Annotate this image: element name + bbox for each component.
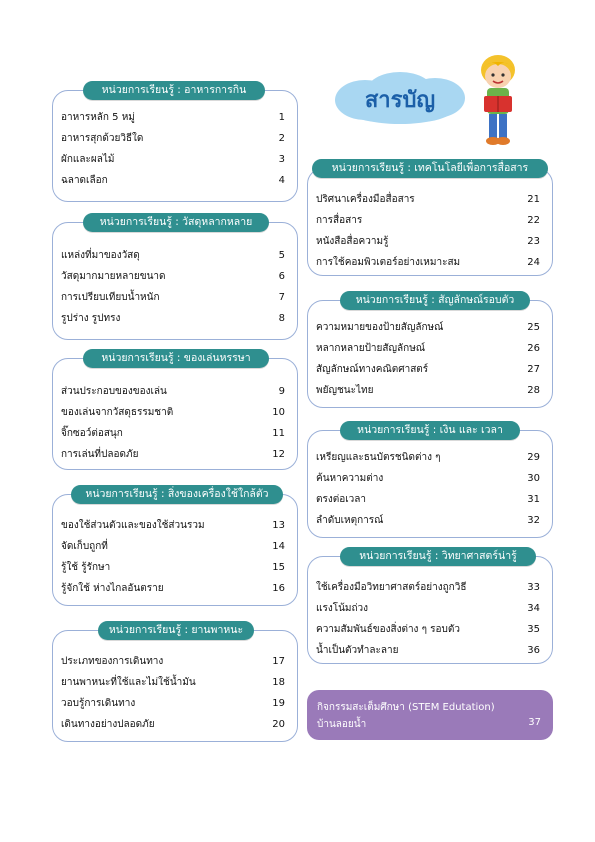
toc-entry[interactable] bbox=[316, 468, 540, 489]
entry-page: 29 bbox=[527, 452, 540, 463]
entry-page: 3 bbox=[278, 154, 285, 165]
toc-entry[interactable] bbox=[316, 577, 540, 598]
entry-page: 33 bbox=[527, 582, 540, 593]
entry-label: สัญลักษณ์ทางคณิตศาสตร์ bbox=[316, 364, 429, 375]
section-heading: หน่วยการเรียนรู้ : เงิน และ เวลา bbox=[340, 421, 520, 440]
toc-entry[interactable] bbox=[61, 402, 285, 423]
entry-label: ความสัมพันธ์ของสิ่งต่าง ๆ รอบตัว bbox=[316, 624, 461, 635]
entry-label: อาหารหลัก 5 หมู่ bbox=[61, 112, 135, 123]
entry-page: 10 bbox=[272, 407, 285, 418]
toc-entry[interactable] bbox=[316, 380, 540, 401]
entry-label: ฉลาดเลือก bbox=[61, 175, 108, 186]
entry-label: การเปรียบเทียบน้ำหนัก bbox=[61, 292, 160, 303]
entry-page: 17 bbox=[272, 656, 285, 667]
toc-entry[interactable] bbox=[316, 231, 540, 252]
entry-page: 36 bbox=[527, 645, 540, 656]
entry-page: 9 bbox=[278, 386, 285, 397]
entry-page: 6 bbox=[278, 271, 285, 282]
toc-entry[interactable] bbox=[61, 287, 285, 308]
entry-page: 2 bbox=[278, 133, 285, 144]
entry-label: ประเภทของการเดินทาง bbox=[61, 656, 164, 667]
entry-label: หนังสือสื่อความรู้ bbox=[316, 236, 389, 247]
entry-page: 7 bbox=[278, 292, 285, 303]
toc-entry[interactable] bbox=[316, 317, 540, 338]
toc-entry[interactable] bbox=[61, 149, 285, 170]
section-heading: หน่วยการเรียนรู้ : อาหารการกิน bbox=[83, 81, 265, 100]
toc-entry[interactable] bbox=[316, 447, 540, 468]
toc-entry[interactable] bbox=[316, 598, 540, 619]
entry-label: การใช้คอมพิวเตอร์อย่างเหมาะสม bbox=[316, 257, 461, 268]
entry-label: รู้ใช้ รู้รักษา bbox=[61, 562, 111, 573]
entry-page: 1 bbox=[278, 112, 285, 123]
entry-label: พยัญชนะไทย bbox=[316, 385, 374, 396]
entry-page: 15 bbox=[272, 562, 285, 573]
section-heading: หน่วยการเรียนรู้ : ของเล่นหรรษา bbox=[83, 349, 269, 368]
entry-page: 23 bbox=[527, 236, 540, 247]
entry-page: 26 bbox=[527, 343, 540, 354]
toc-section-food bbox=[52, 84, 298, 202]
toc-entry[interactable] bbox=[316, 189, 540, 210]
toc-entry[interactable] bbox=[61, 672, 285, 693]
title-cloud bbox=[330, 70, 470, 126]
entry-label: ตรงต่อเวลา bbox=[316, 494, 367, 505]
entry-page: 19 bbox=[272, 698, 285, 709]
entry-page: 30 bbox=[527, 473, 540, 484]
toc-entry[interactable] bbox=[61, 308, 285, 329]
stem-subtitle: บ้านลอยน้ำ bbox=[317, 719, 367, 730]
entry-page: 11 bbox=[272, 428, 285, 439]
entry-label: ลำดับเหตุการณ์ bbox=[316, 515, 384, 526]
toc-entry[interactable] bbox=[61, 381, 285, 402]
toc-section-science bbox=[307, 550, 553, 664]
toc-section-money-time bbox=[307, 424, 553, 538]
entry-page: 4 bbox=[278, 175, 285, 186]
toc-entry[interactable] bbox=[316, 210, 540, 231]
entry-page: 20 bbox=[272, 719, 285, 730]
toc-section-materials bbox=[52, 216, 298, 340]
entry-label: วอบรู้การเดินทาง bbox=[61, 698, 136, 709]
entry-page: 27 bbox=[527, 364, 540, 375]
toc-section-symbols bbox=[307, 294, 553, 408]
entry-label: เหรียญและธนบัตรชนิดต่าง ๆ bbox=[316, 452, 441, 463]
entry-page: 35 bbox=[527, 624, 540, 635]
entry-label: ความหมายของป้ายสัญลักษณ์ bbox=[316, 322, 444, 333]
entry-page: 8 bbox=[278, 313, 285, 324]
stem-activity-box[interactable] bbox=[307, 690, 553, 740]
section-heading: หน่วยการเรียนรู้ : สิ่งของเครื่องใช้ใกล้ตัว bbox=[71, 485, 283, 504]
entry-page: 22 bbox=[527, 215, 540, 226]
toc-entry[interactable] bbox=[316, 489, 540, 510]
section-heading: หน่วยการเรียนรู้ : ยานพาหนะ bbox=[98, 621, 254, 640]
stem-page: 37 bbox=[528, 717, 541, 728]
entry-label: แรงโน้มถ่วง bbox=[316, 603, 369, 614]
toc-entry[interactable] bbox=[316, 510, 540, 531]
toc-entry[interactable] bbox=[61, 651, 285, 672]
entry-label: น้ำเป็นตัวทำละลาย bbox=[316, 645, 399, 656]
toc-entry[interactable] bbox=[61, 170, 285, 191]
entry-page: 14 bbox=[272, 541, 285, 552]
entry-label: ใช้เครื่องมือวิทยาศาสตร์อย่างถูกวิธี bbox=[316, 582, 467, 593]
entry-label: ปริศนาเครื่องมือสื่อสาร bbox=[316, 194, 415, 205]
entry-page: 28 bbox=[527, 385, 540, 396]
toc-entry[interactable] bbox=[61, 444, 285, 465]
entry-label: ค้นหาความต่าง bbox=[316, 473, 384, 484]
toc-entry[interactable] bbox=[61, 536, 285, 557]
toc-entry[interactable] bbox=[61, 693, 285, 714]
section-heading: หน่วยการเรียนรู้ : เทคโนโลยีเพื่อการสื่อสาร bbox=[312, 159, 548, 178]
entry-page: 13 bbox=[272, 520, 285, 531]
entry-page: 21 bbox=[527, 194, 540, 205]
toc-entry[interactable] bbox=[316, 252, 540, 273]
entry-page: 18 bbox=[272, 677, 285, 688]
entry-page: 24 bbox=[527, 257, 540, 268]
toc-entry[interactable] bbox=[61, 557, 285, 578]
section-heading: หน่วยการเรียนรู้ : วิทยาศาสตร์น่ารู้ bbox=[340, 547, 536, 566]
toc-entry[interactable] bbox=[61, 245, 285, 266]
entry-page: 31 bbox=[527, 494, 540, 505]
entry-label: เดินทางอย่างปลอดภัย bbox=[61, 719, 155, 730]
toc-entry[interactable] bbox=[61, 266, 285, 287]
toc-section-vehicles bbox=[52, 624, 298, 742]
entry-label: ส่วนประกอบของของเล่น bbox=[61, 386, 167, 397]
section-heading: หน่วยการเรียนรู้ : วัสดุหลากหลาย bbox=[83, 213, 269, 232]
entry-label: จิ๊กซอว์ต่อสนุก bbox=[61, 428, 123, 439]
entry-label: รู้จักใช้ ห่างไกลอันตราย bbox=[61, 583, 164, 594]
entry-label: การเล่นที่ปลอดภัย bbox=[61, 449, 139, 460]
toc-section-toys bbox=[52, 352, 298, 470]
toc-entry[interactable] bbox=[61, 714, 285, 735]
toc-entry[interactable] bbox=[316, 338, 540, 359]
section-heading: หน่วยการเรียนรู้ : สัญลักษณ์รอบตัว bbox=[340, 291, 530, 310]
toc-entry[interactable] bbox=[61, 578, 285, 599]
toc-entry[interactable] bbox=[316, 640, 540, 661]
boy-reading-illustration bbox=[470, 52, 526, 152]
entry-label: ยานพาหนะที่ใช้และไม่ใช้น้ำมัน bbox=[61, 677, 196, 688]
page-title: สารบัญ bbox=[364, 88, 436, 113]
entry-label: แหล่งที่มาของวัสดุ bbox=[61, 250, 140, 261]
entry-page: 32 bbox=[527, 515, 540, 526]
toc-entry[interactable] bbox=[61, 515, 285, 536]
toc-entry[interactable] bbox=[316, 359, 540, 380]
entry-label: ผักและผลไม้ bbox=[61, 154, 115, 165]
stem-title: กิจกรรมสะเต็มศึกษา (STEM Edutation) bbox=[317, 702, 495, 713]
entry-page: 25 bbox=[527, 322, 540, 333]
entry-page: 34 bbox=[527, 603, 540, 614]
entry-label: ของเล่นจากวัสดุธรรมชาติ bbox=[61, 407, 174, 418]
entry-page: 5 bbox=[278, 250, 285, 261]
entry-label: จัดเก็บถูกที่ bbox=[61, 541, 108, 552]
entry-label: หลากหลายป้ายสัญลักษณ์ bbox=[316, 343, 426, 354]
entry-label: รูปร่าง รูปทรง bbox=[61, 313, 121, 324]
entry-label: วัสดุมากมายหลายขนาด bbox=[61, 271, 166, 282]
entry-label: การสื่อสาร bbox=[316, 215, 363, 226]
toc-entry[interactable] bbox=[61, 128, 285, 149]
entry-label: อาหารสุกด้วยวิธีใด bbox=[61, 133, 144, 144]
toc-entry[interactable] bbox=[316, 619, 540, 640]
toc-section-communication-tech bbox=[307, 162, 553, 276]
toc-section-household-items bbox=[52, 488, 298, 606]
entry-page: 16 bbox=[272, 583, 285, 594]
toc-entry[interactable] bbox=[61, 107, 285, 128]
toc-entry[interactable] bbox=[61, 423, 285, 444]
entry-label: ของใช้ส่วนตัวและของใช้ส่วนรวม bbox=[61, 520, 205, 531]
entry-page: 12 bbox=[272, 449, 285, 460]
